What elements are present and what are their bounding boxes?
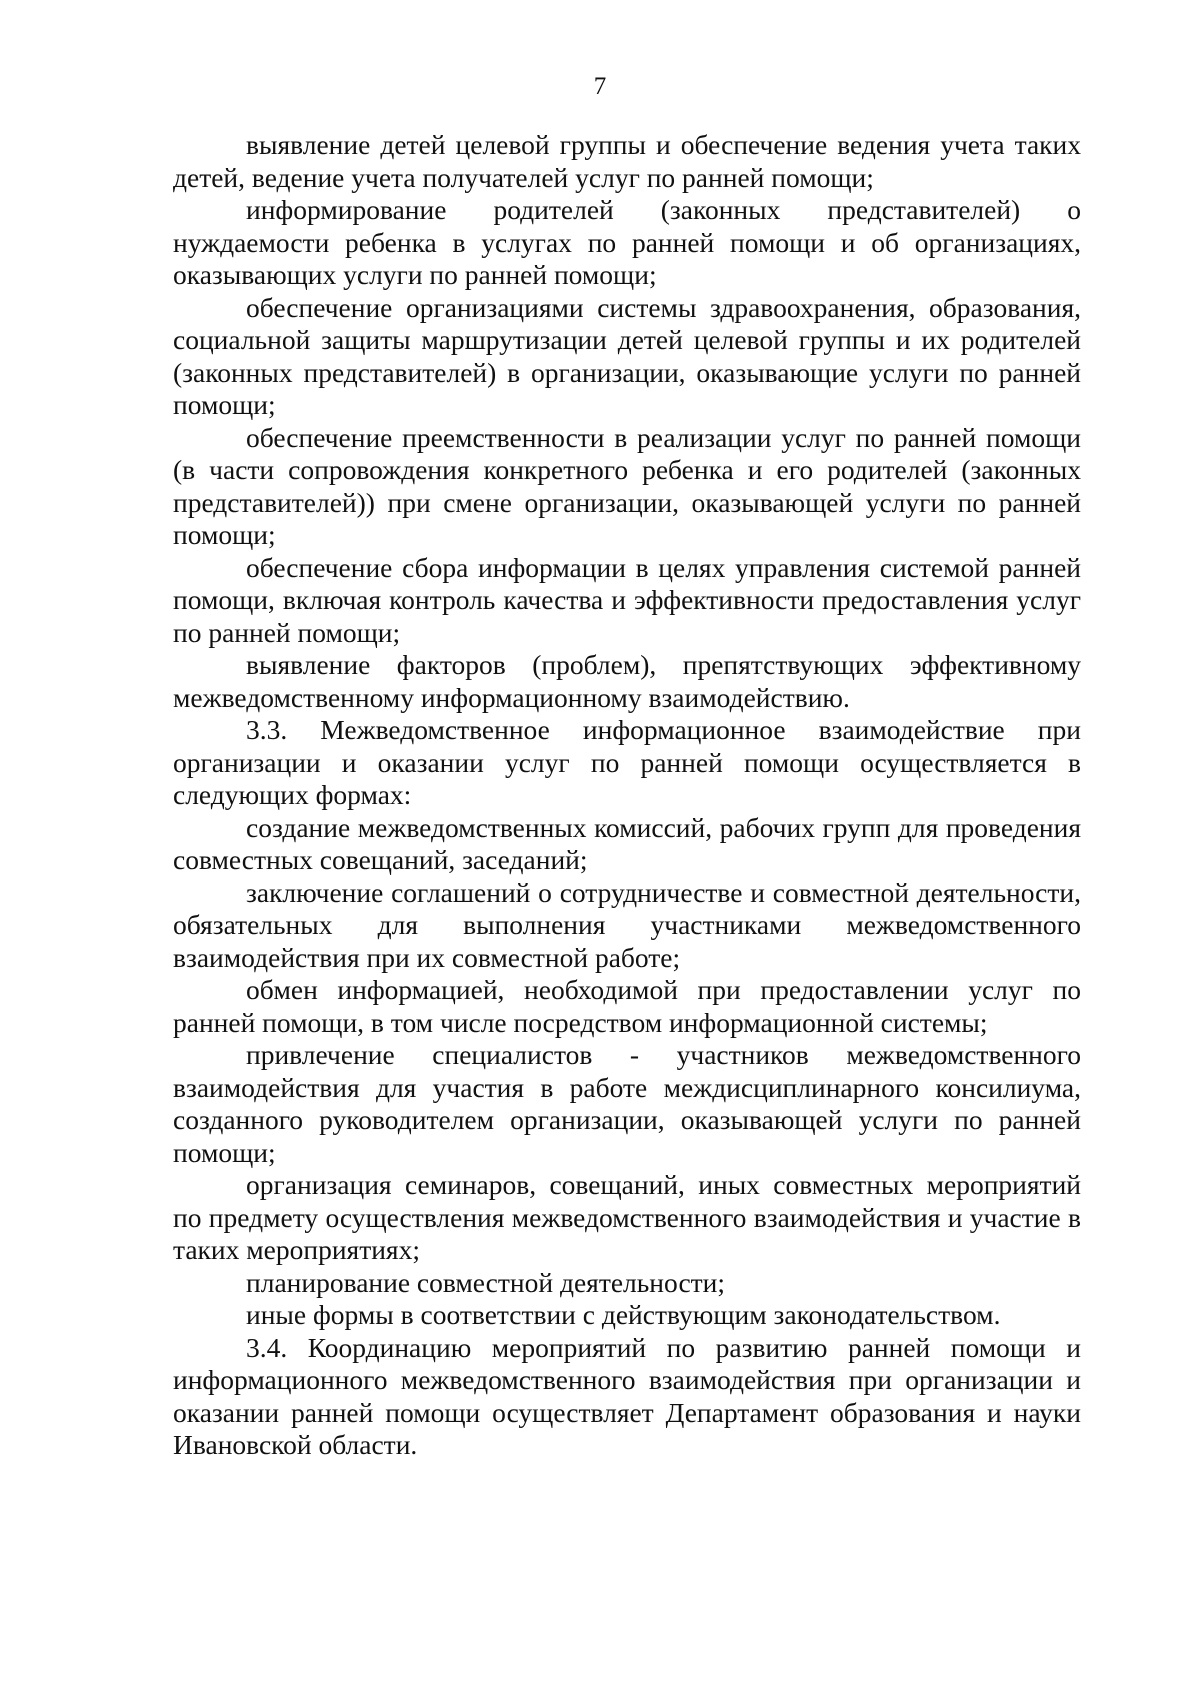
paragraph-other-forms: иные формы в соответствии с действующим законодательством. — [246, 1299, 1001, 1330]
paragraph-parent-information: информирование родителей (законных представителей) о нуждаемости ребенка в услугах по ранней помощи и об организациях, оказывающих услуги по ранней помощи; — [173, 194, 1081, 290]
paragraph-seminars: организация семинаров, совещаний, иных совместных мероприятий по предмету осуществления межведомственного взаимодействия и участие в таких мероприятиях; — [173, 1169, 1081, 1265]
page-number: 7 — [593, 73, 607, 100]
paragraph-section-3-3: 3.3. Межведомственное информационное взаимодействие при организации и оказании услуг по ранней помощи осуществляется в следующих формах: — [173, 714, 1081, 810]
paragraph-section-3-4: 3.4. Координацию мероприятий по развитию ранней помощи и информационного межведомственного взаимодействия при организации и оказании ранней помощи осуществляет Департамент образования и науки Ивановской области. — [173, 1331, 1081, 1460]
paragraph-commissions: создание межведомственных комиссий, рабочих групп для проведения совместных совещаний, заседаний; — [173, 811, 1081, 875]
paragraph-routing: обеспечение организациями системы здравоохранения, образования, социальной защиты маршрутизации детей целевой группы и их родителей (законных представителей) в организации, оказывающие услуги по ранней помощи; — [173, 291, 1081, 420]
paragraph-target-group-identification: выявление детей целевой группы и обеспечение ведения учета таких детей, ведение учета получателей услуг по ранней помощи; — [173, 129, 1081, 193]
paragraph-continuity: обеспечение преемственности в реализации услуг по ранней помощи (в части сопровождения конкретного ребенка и его родителей (законных представителей)) при смене организации, оказывающей услуги по ранней помощи; — [173, 421, 1081, 550]
document-body — [173, 129, 1081, 1462]
paragraph-information-exchange: обмен информацией, необходимой при предоставлении услуг по ранней помощи, в том числе посредством информационной системы; — [173, 974, 1081, 1038]
paragraph-factor-identification: выявление факторов (проблем), препятствующих эффективному межведомственному информационному взаимодействию. — [173, 649, 1081, 713]
paragraph-joint-planning: планирование совместной деятельности; — [246, 1266, 726, 1298]
paragraph-information-collection: обеспечение сбора информации в целях управления системой ранней помощи, включая контроль качества и эффективности предоставления услуг по ранней помощи; — [173, 551, 1081, 648]
paragraph-agreements: заключение соглашений о сотрудничестве и совместной деятельности, обязательных для выполнения участниками межведомственного взаимодействия при их совместной работе; — [173, 876, 1081, 973]
paragraph-specialists: привлечение специалистов - участников межведомственного взаимодействия для участия в работе междисциплинарного консилиума, созданного руководителем организации, оказывающей услуги по ранней помощи; — [173, 1039, 1081, 1168]
